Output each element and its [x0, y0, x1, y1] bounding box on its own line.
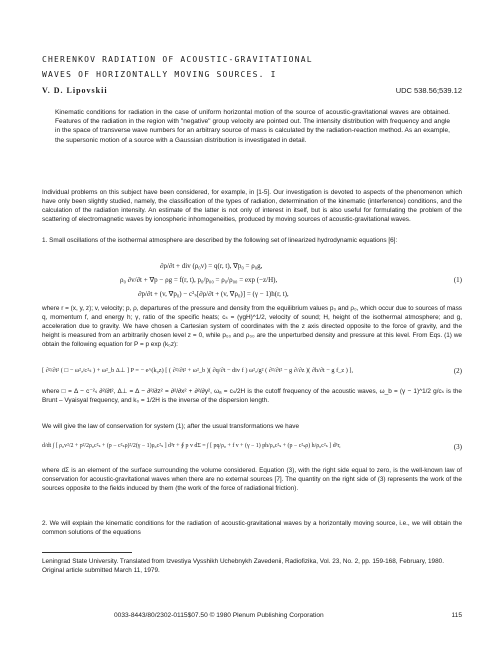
- equation-3: d/dt ∫ [ ρ₀v²/2 + p²/2ρ₀c²ₛ + (p − c²ₛρ)²/2(γ − 1)ρ₀c²ₛ ] d³r + ∮ p v dΣ = ∫ [ pq/ρ₀ + f v + (γ − 1) ph/ρ₀c²ₛ + (p − c²ₛρ) h/ρ₀c²ₛ ] d³r,: [42, 443, 341, 449]
- equation-1-line-2: ρ₀ ∂v/∂t + ∇p − ρg = f(r, t), p₀/p₀₀ = ρ₀/ρ₀₀ = exp (−z/H),: [120, 276, 278, 284]
- title-line-1: CHERENKOV RADIATION OF ACOUSTIC-GRAVITATIONAL: [42, 55, 313, 64]
- footer-code: 0033-8443/80/2302-0115$07.50 © 1980 Plenum Publishing Corporation: [114, 612, 324, 619]
- equation-2-number: (2): [453, 367, 462, 375]
- page-number: 115: [451, 612, 462, 619]
- equation-3-number: (3): [453, 443, 462, 451]
- footnote: Leningrad State University. Translated from Izvestiya Vysshikh Uchebnykh Zavedenii, Radiofizika, Vol. 23, No. 2, pp. 159-168, February, 1980. Original article submitted March 11, 1979.: [42, 558, 444, 574]
- author-line: [42, 86, 462, 95]
- paper-title: [42, 52, 472, 82]
- footnote-rule: [42, 552, 132, 553]
- section-2-intro: 2. We will explain the kinematic conditions for the radiation of acoustic-gravitational waves by a horizontally moving source, i.e., we will obtain the common solutions of the equations: [42, 520, 462, 536]
- paragraph-after-eq2: where □ = Δ − c⁻²ₛ ∂²/∂t², Δ⊥ = Δ − ∂²/∂z² = ∂²/∂x² + ∂²/∂y², ωₐ = cₛ/2H is the cutoff frequency of the acoustic waves, ω_b = (γ − 1)^1/2 g/cₛ is the Brunt – Vyaisyal frequency, and k₀ = 1/2H is the inverse of the dispersion length.: [42, 388, 462, 404]
- equation-1-line-1: ∂ρ/∂t + div (ρ₀v) = q(r, t), ∇p₀ = ρ₀g,: [160, 262, 263, 270]
- intro-paragraph: Individual problems on this subject have been considered, for example, in [1-5]. Our investigation is devoted to aspects of the phenomenon which have only been slightly studied, namely, the classification of the types of radiation, determination of the kinematic (interference) conditions, and the calculation of the radiation intensity. An estimate of the latter is not only of interest in itself, but is also useful for formulating the problem of the scattering of electromagnetic waves by ionospheric inhomogeneities, produced by moving sources of acoustic-gravitational waves.: [42, 189, 462, 223]
- equation-1-line-3: ∂p/∂t + (v, ∇p₀) − c²ₛ[∂ρ/∂t + (v, ∇ρ₀)] = (γ − 1)h(r, t),: [138, 290, 289, 298]
- section-1-intro: 1. Small oscillations of the isothermal atmosphere are described by the following set of linearized hydrodynamic equations [6]:: [42, 237, 398, 244]
- author-name: V. D. Lipovskii: [42, 86, 108, 95]
- page-footer: [114, 612, 462, 619]
- udc-code: UDC 538.56;539.12: [395, 86, 462, 95]
- abstract: Kinematic conditions for radiation in the case of uniform horizontal motion of the source of acoustic-gravitational waves are obtained. Features of the radiation in the region with "negative" group velocity are pointed out. The intensity distribution with frequency and angle in the space of transverse wave numbers for an arbitrary source of mass is calculated by the radiation-reaction method. As an example, the supersonic motion of a source with a Gaussian distribution is investigated in detail.: [55, 109, 450, 144]
- equation-2: [ ∂²/∂t² ( □ − ω²ₐ/c²ₛ ) + ω²_b Δ⊥ ] P = − e^(k₀z) [ ( ∂²/∂t² + ω²_b )( ∂q/∂t − div f ) ω²ₐ/g² ( ∂²/∂t² − g ∂/∂z )( ∂h/∂t − g f_z ) ],: [42, 367, 354, 374]
- equation-1-number: (1): [453, 276, 462, 284]
- paragraph-after-eq3: where dΣ is an element of the surface surrounding the volume considered. Equation (3), with the right side equal to zero, is the well-known law of conservation for acoustic-gravitational waves when there are no external sources [7]. The quantity on the right side of (3) represents the work of the sources opposite to the fields induced by them (the work of the force of radiational friction).: [42, 467, 462, 492]
- paragraph-conservation: We will give the law of conservation for system (1); after the usual transformations we have: [42, 423, 300, 430]
- title-line-2: WAVES OF HORIZONTALLY MOVING SOURCES. I: [42, 70, 277, 79]
- paragraph-after-eq1: where r = (x, y, z); v, velocity; p, ρ, departures of the pressure and density from the equilibrium values p₀ and ρ₀, which occur due to sources of mass q, momentum f, and energy h; γ, ratio of the specific heats; cₛ = (γgH)^1/2, velocity of sound; H, height of the isothermal atmosphere; and g, acceleration due to gravity. We have chosen a Cartesian system of coordinates with the z axis directed opposite to the force of gravity, and the height is measured from an arbitrarily chosen level z = 0, while p₀₀ and ρ₀₀ are the unperturbed density and pressure at this level. From Eqs. (1) we obtain the following equation for P = p exp (k₀z):: [42, 305, 462, 348]
